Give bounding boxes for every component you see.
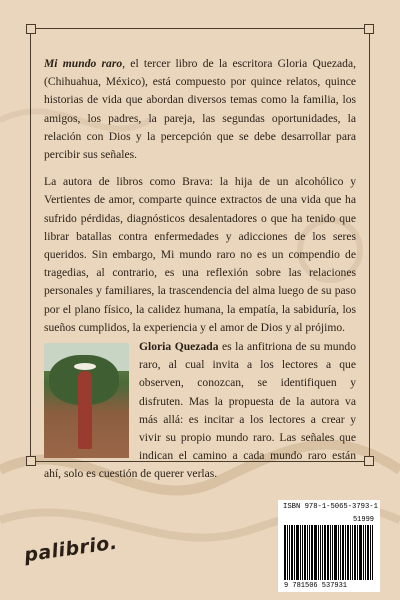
barcode-number: 9 781506 537931 [284,582,348,590]
synopsis-paragraph-1 [44,55,356,164]
frame-corner [26,456,36,466]
author-photo [44,343,129,458]
paragraph-1-text: , el tercer libro de la escritora Gloria Quezada, (Chihuahua, México), está compuesto por quince relatos, quince historias de vida que abordan diversos temas como la familia, los amigos, los padres, la pareja, las segundas oportunidades, la relación con Dios y la percepción que se debe desarrollar para percibir sus señales. [44,57,356,162]
price-code: 51999 [352,516,374,524]
frame-corner [364,24,374,34]
author-section [44,338,356,484]
synopsis-paragraph-2: La autora de libros como Brava: la hija de un alcohólico y Vertientes de amor, comparte quince extractos de una vida que ha sufrido pérdidas, diagnósticos desalentadores o que ha tenido que librar batallas contra enfermedades y adicciones de los seres queridos. Sin embargo, Mi mundo raro no es un compendio de tragedias, al contrario, es una reflexión sobre las relaciones personales y familiares, la trascendencia del alma luego de su paso por el plano físico, la calidez humana, la empatía, la sabiduría, los sueños cumplidos, la experiencia y el amor de Dios y al prójimo. [44,175,356,334]
book-title: Mi mundo raro [44,57,123,70]
barcode-bars [284,525,374,580]
author-bio-text: es la anfitriona de su mundo raro, al cual invita a los lectores a que observen, conozcan, se identifiquen y disfruten. Mas la propuesta de la autora va más allá: es incitar a los lectores a crear y vivir su propio mundo raro. Las señales que indican el camino a cada mundo raro están ahí, solo es cuestión de querer verlas. [44,340,356,481]
publisher-logo: palibrio. [22,531,119,567]
isbn-barcode [278,500,380,592]
isbn-label: ISBN 978-1-5065-3793-1 [283,503,378,511]
author-name: Gloria Quezada [139,340,219,353]
synopsis-text [44,55,356,346]
